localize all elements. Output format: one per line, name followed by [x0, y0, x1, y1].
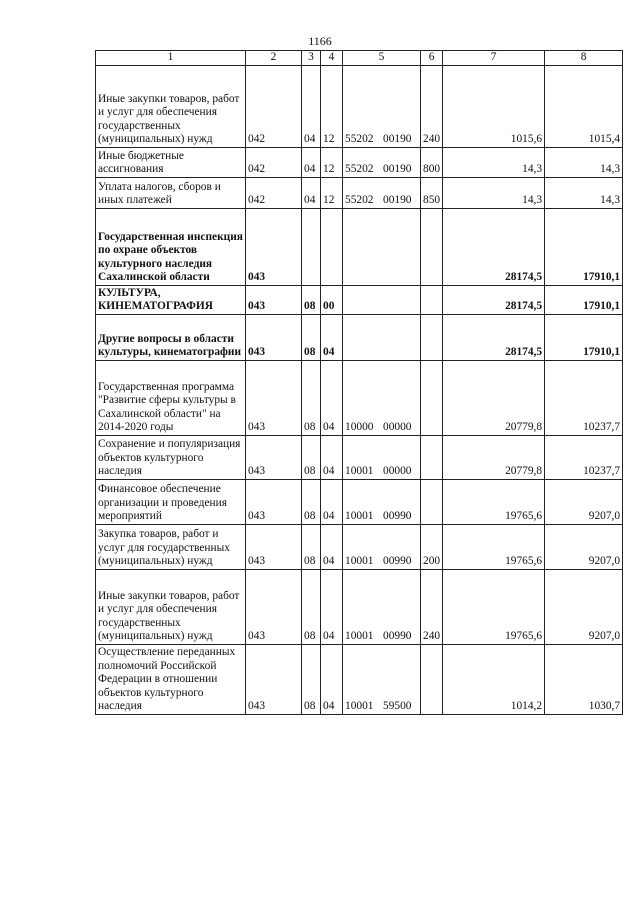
subsection-code-cell: 04 — [321, 525, 343, 570]
row-name-cell: Государственная программа "Развитие сферы культуры в Сахалинской области" на 2014-2020 годы — [96, 361, 246, 436]
subsection-code-cell: 12 — [321, 178, 343, 209]
target-article-code-a: 55202 — [345, 133, 374, 146]
header-col-1: 1 — [96, 51, 246, 66]
section-code-cell: 08 — [302, 525, 321, 570]
amount-1-cell: 19765,6 — [443, 570, 545, 645]
target-article-code-b: 00190 — [383, 133, 412, 146]
header-col-7: 7 — [443, 51, 545, 66]
amount-1-cell: 14,3 — [443, 148, 545, 178]
expense-type-cell — [421, 361, 443, 436]
subsection-code-cell: 04 — [321, 315, 343, 361]
subsection-code-cell: 12 — [321, 66, 343, 148]
subsection-code-cell: 04 — [321, 645, 343, 715]
target-article-cell — [343, 148, 421, 178]
target-article-cell — [343, 525, 421, 570]
target-article-cell — [343, 645, 421, 715]
target-article-cell — [343, 178, 421, 209]
amount-1-cell: 1015,6 — [443, 66, 545, 148]
expense-type-cell — [421, 480, 443, 525]
expense-type-cell — [421, 645, 443, 715]
amount-1-cell: 1014,2 — [443, 645, 545, 715]
target-article-code-a: 10001 — [345, 555, 374, 568]
amount-2-cell: 1015,4 — [545, 66, 623, 148]
section-code-cell: 04 — [302, 148, 321, 178]
row-name-cell: Государственная инспекция по охране объектов культурного наследия Сахалинской области — [96, 209, 246, 286]
ved-code-cell: 043 — [246, 436, 302, 480]
amount-2-cell: 17910,1 — [545, 286, 623, 315]
row-name-cell: Иные закупки товаров, работ и услуг для обеспечения государственных (муниципальных) нужд — [96, 570, 246, 645]
header-col-6: 6 — [421, 51, 443, 66]
amount-1-cell: 19765,6 — [443, 480, 545, 525]
table-row — [96, 66, 623, 148]
table-row — [96, 315, 623, 361]
row-name-cell: Закупка товаров, работ и услуг для государственных (муниципальных) нужд — [96, 525, 246, 570]
amount-1-cell: 20779,8 — [443, 436, 545, 480]
subsection-code-cell: 12 — [321, 148, 343, 178]
subsection-code-cell: 04 — [321, 480, 343, 525]
ved-code-cell: 043 — [246, 570, 302, 645]
amount-1-cell: 28174,5 — [443, 286, 545, 315]
row-name-cell: Другие вопросы в области культуры, кинематографии — [96, 315, 246, 361]
table-row — [96, 525, 623, 570]
page-number: 1166 — [308, 34, 332, 48]
subsection-code-cell: 04 — [321, 361, 343, 436]
section-code-cell: 08 — [302, 436, 321, 480]
target-article-code-a: 10001 — [345, 465, 374, 478]
ved-code-cell: 042 — [246, 178, 302, 209]
section-code-cell: 04 — [302, 66, 321, 148]
ved-code-cell: 043 — [246, 209, 302, 286]
target-article-code-b: 59500 — [383, 700, 412, 713]
amount-2-cell: 9207,0 — [545, 525, 623, 570]
target-article-cell — [343, 570, 421, 645]
header-col-4: 4 — [321, 51, 343, 66]
amount-2-cell: 14,3 — [545, 148, 623, 178]
header-col-8: 8 — [545, 51, 623, 66]
target-article-code-a: 10001 — [345, 630, 374, 643]
target-article-code-b: 00190 — [383, 163, 412, 176]
table-row — [96, 570, 623, 645]
ved-code-cell: 043 — [246, 480, 302, 525]
ved-code-cell: 043 — [246, 286, 302, 315]
expense-type-cell: 240 — [421, 66, 443, 148]
row-name-cell: Иные закупки товаров, работ и услуг для обеспечения государственных (муниципальных) нужд — [96, 66, 246, 148]
target-article-code-a: 10000 — [345, 421, 374, 434]
amount-2-cell: 17910,1 — [545, 209, 623, 286]
expense-type-cell: 200 — [421, 525, 443, 570]
expense-type-cell — [421, 315, 443, 361]
target-article-cell — [343, 209, 421, 286]
ved-code-cell: 042 — [246, 148, 302, 178]
amount-1-cell: 19765,6 — [443, 525, 545, 570]
amount-2-cell: 10237,7 — [545, 436, 623, 480]
table-row — [96, 178, 623, 209]
ved-code-cell: 043 — [246, 361, 302, 436]
ved-code-cell: 043 — [246, 525, 302, 570]
section-code-cell: 08 — [302, 286, 321, 315]
section-code-cell: 08 — [302, 570, 321, 645]
expense-type-cell — [421, 286, 443, 315]
target-article-code-a: 55202 — [345, 194, 374, 207]
section-code-cell: 04 — [302, 178, 321, 209]
subsection-code-cell: 00 — [321, 286, 343, 315]
row-name-cell: Сохранение и популяризация объектов культурного наследия — [96, 436, 246, 480]
row-name-cell: Иные бюджетные ассигнования — [96, 148, 246, 178]
row-name-cell: Уплата налогов, сборов и иных платежей — [96, 178, 246, 209]
amount-1-cell: 28174,5 — [443, 315, 545, 361]
target-article-cell — [343, 480, 421, 525]
ved-code-cell: 042 — [246, 66, 302, 148]
table-row — [96, 436, 623, 480]
section-code-cell: 08 — [302, 361, 321, 436]
amount-1-cell: 20779,8 — [443, 361, 545, 436]
target-article-code-a: 55202 — [345, 163, 374, 176]
target-article-code-b: 00000 — [383, 421, 412, 434]
header-col-3: 3 — [302, 51, 321, 66]
expense-type-cell: 240 — [421, 570, 443, 645]
target-article-cell — [343, 361, 421, 436]
amount-1-cell: 28174,5 — [443, 209, 545, 286]
section-code-cell: 08 — [302, 315, 321, 361]
amount-2-cell: 14,3 — [545, 178, 623, 209]
expense-type-cell — [421, 436, 443, 480]
amount-1-cell: 14,3 — [443, 178, 545, 209]
header-col-2: 2 — [246, 51, 302, 66]
target-article-cell — [343, 436, 421, 480]
subsection-code-cell: 04 — [321, 570, 343, 645]
target-article-cell — [343, 315, 421, 361]
target-article-code-b: 00990 — [383, 510, 412, 523]
target-article-code-b: 00990 — [383, 555, 412, 568]
table-row — [96, 286, 623, 315]
target-article-cell — [343, 66, 421, 148]
section-code-cell: 08 — [302, 480, 321, 525]
table-row — [96, 645, 623, 715]
row-name-cell: Осуществление переданных полномочий Российской Федерации в отношении объектов культурного наследия — [96, 645, 246, 715]
target-article-code-b: 00990 — [383, 630, 412, 643]
section-code-cell: 08 — [302, 645, 321, 715]
ved-code-cell: 043 — [246, 315, 302, 361]
budget-table — [95, 50, 623, 715]
amount-2-cell: 9207,0 — [545, 570, 623, 645]
target-article-code-a: 10001 — [345, 510, 374, 523]
row-name-cell: Финансовое обеспечение организации и проведения мероприятий — [96, 480, 246, 525]
table-row — [96, 480, 623, 525]
target-article-code-a: 10001 — [345, 700, 374, 713]
amount-2-cell: 9207,0 — [545, 480, 623, 525]
subsection-code-cell: 04 — [321, 436, 343, 480]
amount-2-cell: 17910,1 — [545, 315, 623, 361]
table-row — [96, 148, 623, 178]
expense-type-cell: 850 — [421, 178, 443, 209]
target-article-cell — [343, 286, 421, 315]
section-code-cell — [302, 209, 321, 286]
ved-code-cell: 043 — [246, 645, 302, 715]
subsection-code-cell — [321, 209, 343, 286]
header-col-5: 5 — [343, 51, 421, 66]
table-row — [96, 361, 623, 436]
amount-2-cell: 10237,7 — [545, 361, 623, 436]
amount-2-cell: 1030,7 — [545, 645, 623, 715]
expense-type-cell — [421, 209, 443, 286]
table-row — [96, 209, 623, 286]
expense-type-cell: 800 — [421, 148, 443, 178]
target-article-code-b: 00000 — [383, 465, 412, 478]
table-header-row — [96, 51, 623, 66]
row-name-cell: КУЛЬТУРА, КИНЕМАТОГРАФИЯ — [96, 286, 246, 315]
target-article-code-b: 00190 — [383, 194, 412, 207]
